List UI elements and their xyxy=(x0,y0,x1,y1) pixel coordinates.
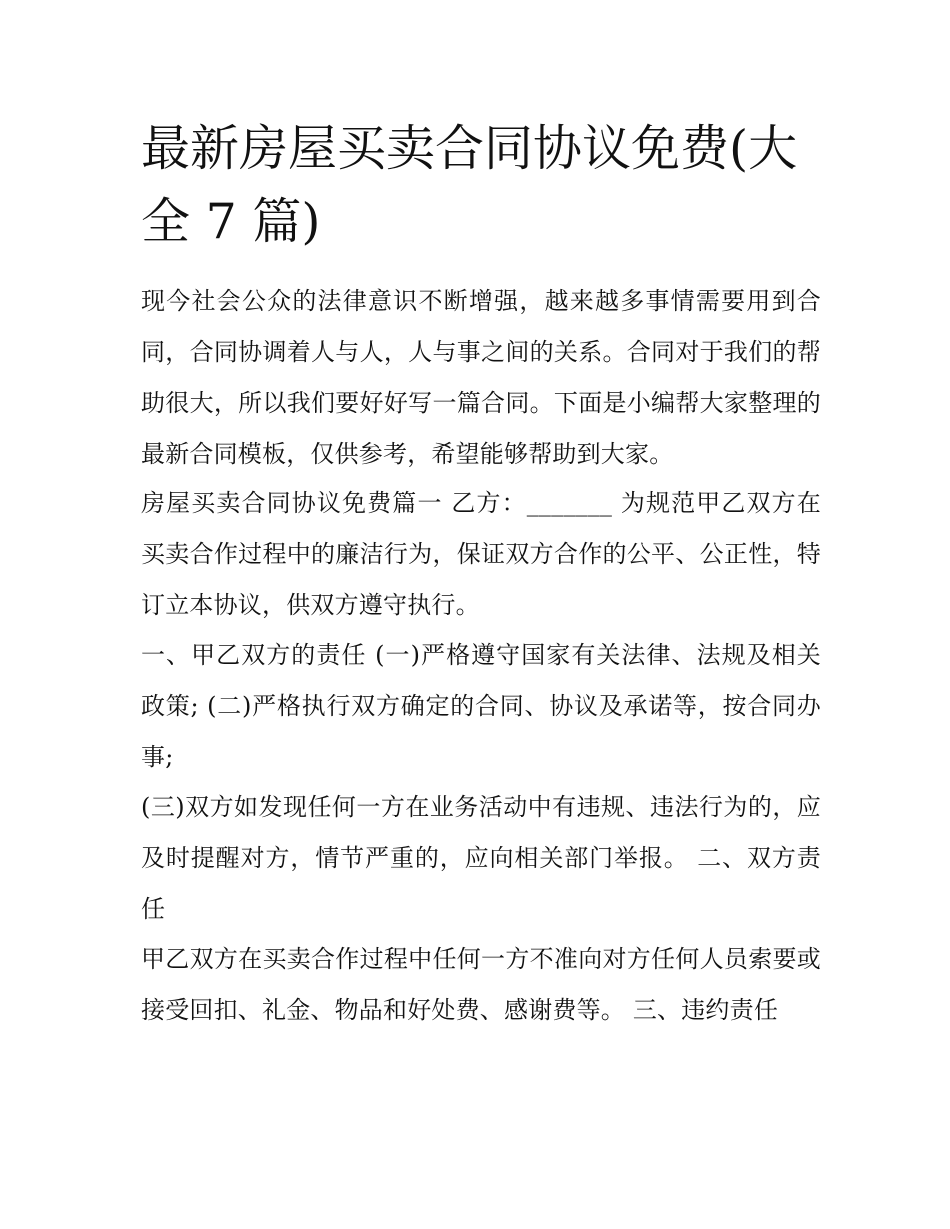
prohibition-paragraph: 甲乙双方在买卖合作过程中任何一方不准向对方任何人员索要或接受回扣、礼金、物品和好处费、感谢费等。 三、违约责任 xyxy=(141,945,821,1024)
contract-preamble-paragraph: 房屋买卖合同协议免费篇一 乙方：_______ 为规范甲乙双方在买卖合作过程中的廉洁行为，保证双方合作的公平、公正性，特订立本协议，供双方遵守执行。 xyxy=(141,489,821,619)
intro-paragraph: 现今社会公众的法律意识不断增强，越来越多事情需要用到合同，合同协调着人与人，人与事之间的关系。合同对于我们的帮助很大，所以我们要好好写一篇合同。下面是小编帮大家整理的最新合同模板，仅供参考，希望能够帮助到大家。 xyxy=(141,287,821,468)
document-title: 最新房屋买卖合同协议免费(大全 7 篇) xyxy=(141,120,798,250)
responsibilities-paragraph: 一、甲乙双方的责任 (一)严格遵守国家有关法律、法规及相关政策; (二)严格执行双方确定的合同、协议及承诺等，按合同办事; xyxy=(141,641,821,771)
reporting-paragraph: (三)双方如发现任何一方在业务活动中有违规、违法行为的，应及时提醒对方，情节严重的，应向相关部门举报。 二、双方责任 xyxy=(141,793,821,923)
